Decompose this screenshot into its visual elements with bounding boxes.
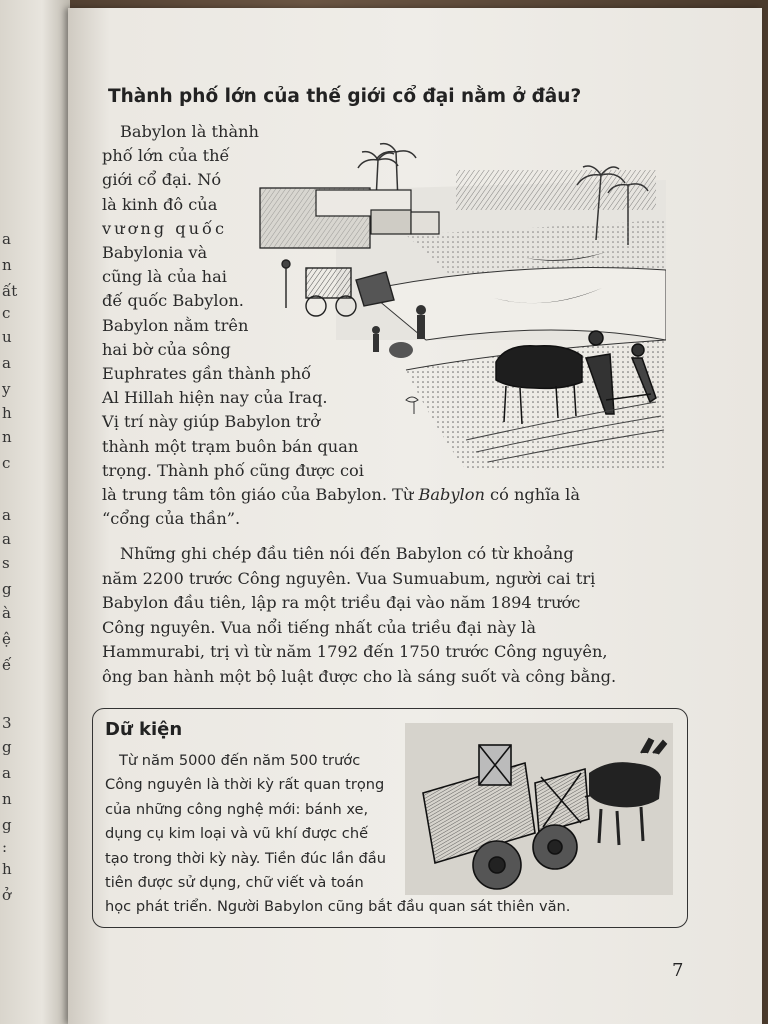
p1-line: Babylon nằm trên <box>102 315 249 335</box>
p2-line: năm 2200 trước Công nguyên. Vua Sumuabum, người cai trị <box>102 568 596 588</box>
left-page-fragment: ở <box>2 886 12 904</box>
left-page-fragment: a <box>2 230 11 248</box>
p2-line: Babylon đầu tiên, lập ra một triều đại vào năm 1894 trước <box>102 593 581 613</box>
p1-line: Babylon là thành <box>120 122 259 141</box>
left-page-fragment: ế <box>2 656 12 674</box>
p2-line: Những ghi chép đầu tiên nói đến Babylon có từ khoảng <box>120 544 574 563</box>
left-page-fragment: c <box>2 454 11 472</box>
left-page-fragment: u <box>2 328 12 346</box>
p1-line: thành một trạm buôn bán quan <box>102 436 359 456</box>
fact-box-title: Dữ kiện <box>105 719 183 740</box>
page-title: Thành phố lớn của thế giới cổ đại nằm ở đâu? <box>108 86 582 107</box>
p1-line: “cổng của thần”. <box>102 509 241 529</box>
p1-line: Euphrates gần thành phố <box>102 364 312 384</box>
p1-italic-word: Babylon <box>418 485 485 505</box>
left-page-fragment: y <box>2 380 11 398</box>
p1-line: Babylonia và <box>102 243 208 263</box>
fact-line: Từ năm 5000 đến năm 500 trước <box>119 752 361 769</box>
left-page-fragment: a <box>2 506 11 524</box>
left-page-fragment: s <box>2 554 10 572</box>
left-page-fragment: n <box>2 790 12 808</box>
page-number: 7 <box>672 960 684 981</box>
fact-line: học phát triển. Người Babylon cũng bắt đầu quan sát thiên văn. <box>105 898 571 916</box>
ox-cart-illustration <box>405 723 673 895</box>
left-page-fragment: n <box>2 256 12 274</box>
left-page-fragment: a <box>2 764 11 782</box>
left-page-fragment: ất <box>2 282 18 300</box>
p1-line: hai bờ của sông <box>102 339 231 359</box>
left-page-fragment: : <box>2 838 8 856</box>
left-page-fragment: c <box>2 304 11 322</box>
fact-line: Công nguyên là thời kỳ rất quan trọng <box>105 776 385 794</box>
fact-line: tạo trong thời kỳ này. Tiền đúc lần đầu <box>105 849 386 867</box>
p1-line: vương quốc <box>102 218 228 238</box>
p1-line: Vị trí này giúp Babylon trở <box>102 412 320 432</box>
left-page-fragment: n <box>2 428 12 446</box>
left-page-fragment: h <box>2 860 12 878</box>
book-page <box>68 8 762 1024</box>
p1-line: phố lớn của thế <box>102 146 230 166</box>
paragraph-2 <box>102 542 712 690</box>
left-page-fragment: à <box>2 604 11 622</box>
left-page-fragment: g <box>2 738 12 756</box>
p1-line: trọng. Thành phố cũng được coi <box>102 460 364 480</box>
left-page-fragment: g <box>2 816 12 834</box>
p1-text: có nghĩa là <box>484 485 581 505</box>
left-page-edge <box>0 0 70 1024</box>
p1-line <box>102 483 702 507</box>
left-page-fragment: ệ <box>2 630 11 648</box>
babylon-illustration <box>256 140 666 470</box>
left-page-fragment: 3 <box>2 714 12 732</box>
p1-text: là trung tâm tôn giáo của Babylon. Từ <box>102 485 419 505</box>
fact-line: của những công nghệ mới: bánh xe, <box>105 800 369 818</box>
left-page-fragment: g <box>2 580 12 598</box>
p1-line: là kinh đô của <box>102 194 218 214</box>
left-page-fragment: a <box>2 354 11 372</box>
p1-line: cũng là của hai <box>102 267 227 287</box>
p2-line: Hammurabi, trị vì từ năm 1792 đến 1750 trước Công nguyên, <box>102 642 608 662</box>
fact-line: tiên được sử dụng, chữ viết và toán <box>105 874 364 892</box>
p1-line: đế quốc Babylon. <box>102 291 244 311</box>
p2-line: ông ban hành một bộ luật được cho là sáng suốt và công bằng. <box>102 666 617 686</box>
fact-box <box>92 708 688 928</box>
p2-line: Công nguyên. Vua nổi tiếng nhất của triều đại này là <box>102 617 537 637</box>
left-page-fragment: h <box>2 404 12 422</box>
fact-line: dụng cụ kim loại và vũ khí được chế <box>105 825 369 843</box>
p1-line: Al Hillah hiện nay của Iraq. <box>102 388 328 408</box>
left-page-fragment: a <box>2 530 11 548</box>
p1-line: giới cổ đại. Nó <box>102 170 222 190</box>
